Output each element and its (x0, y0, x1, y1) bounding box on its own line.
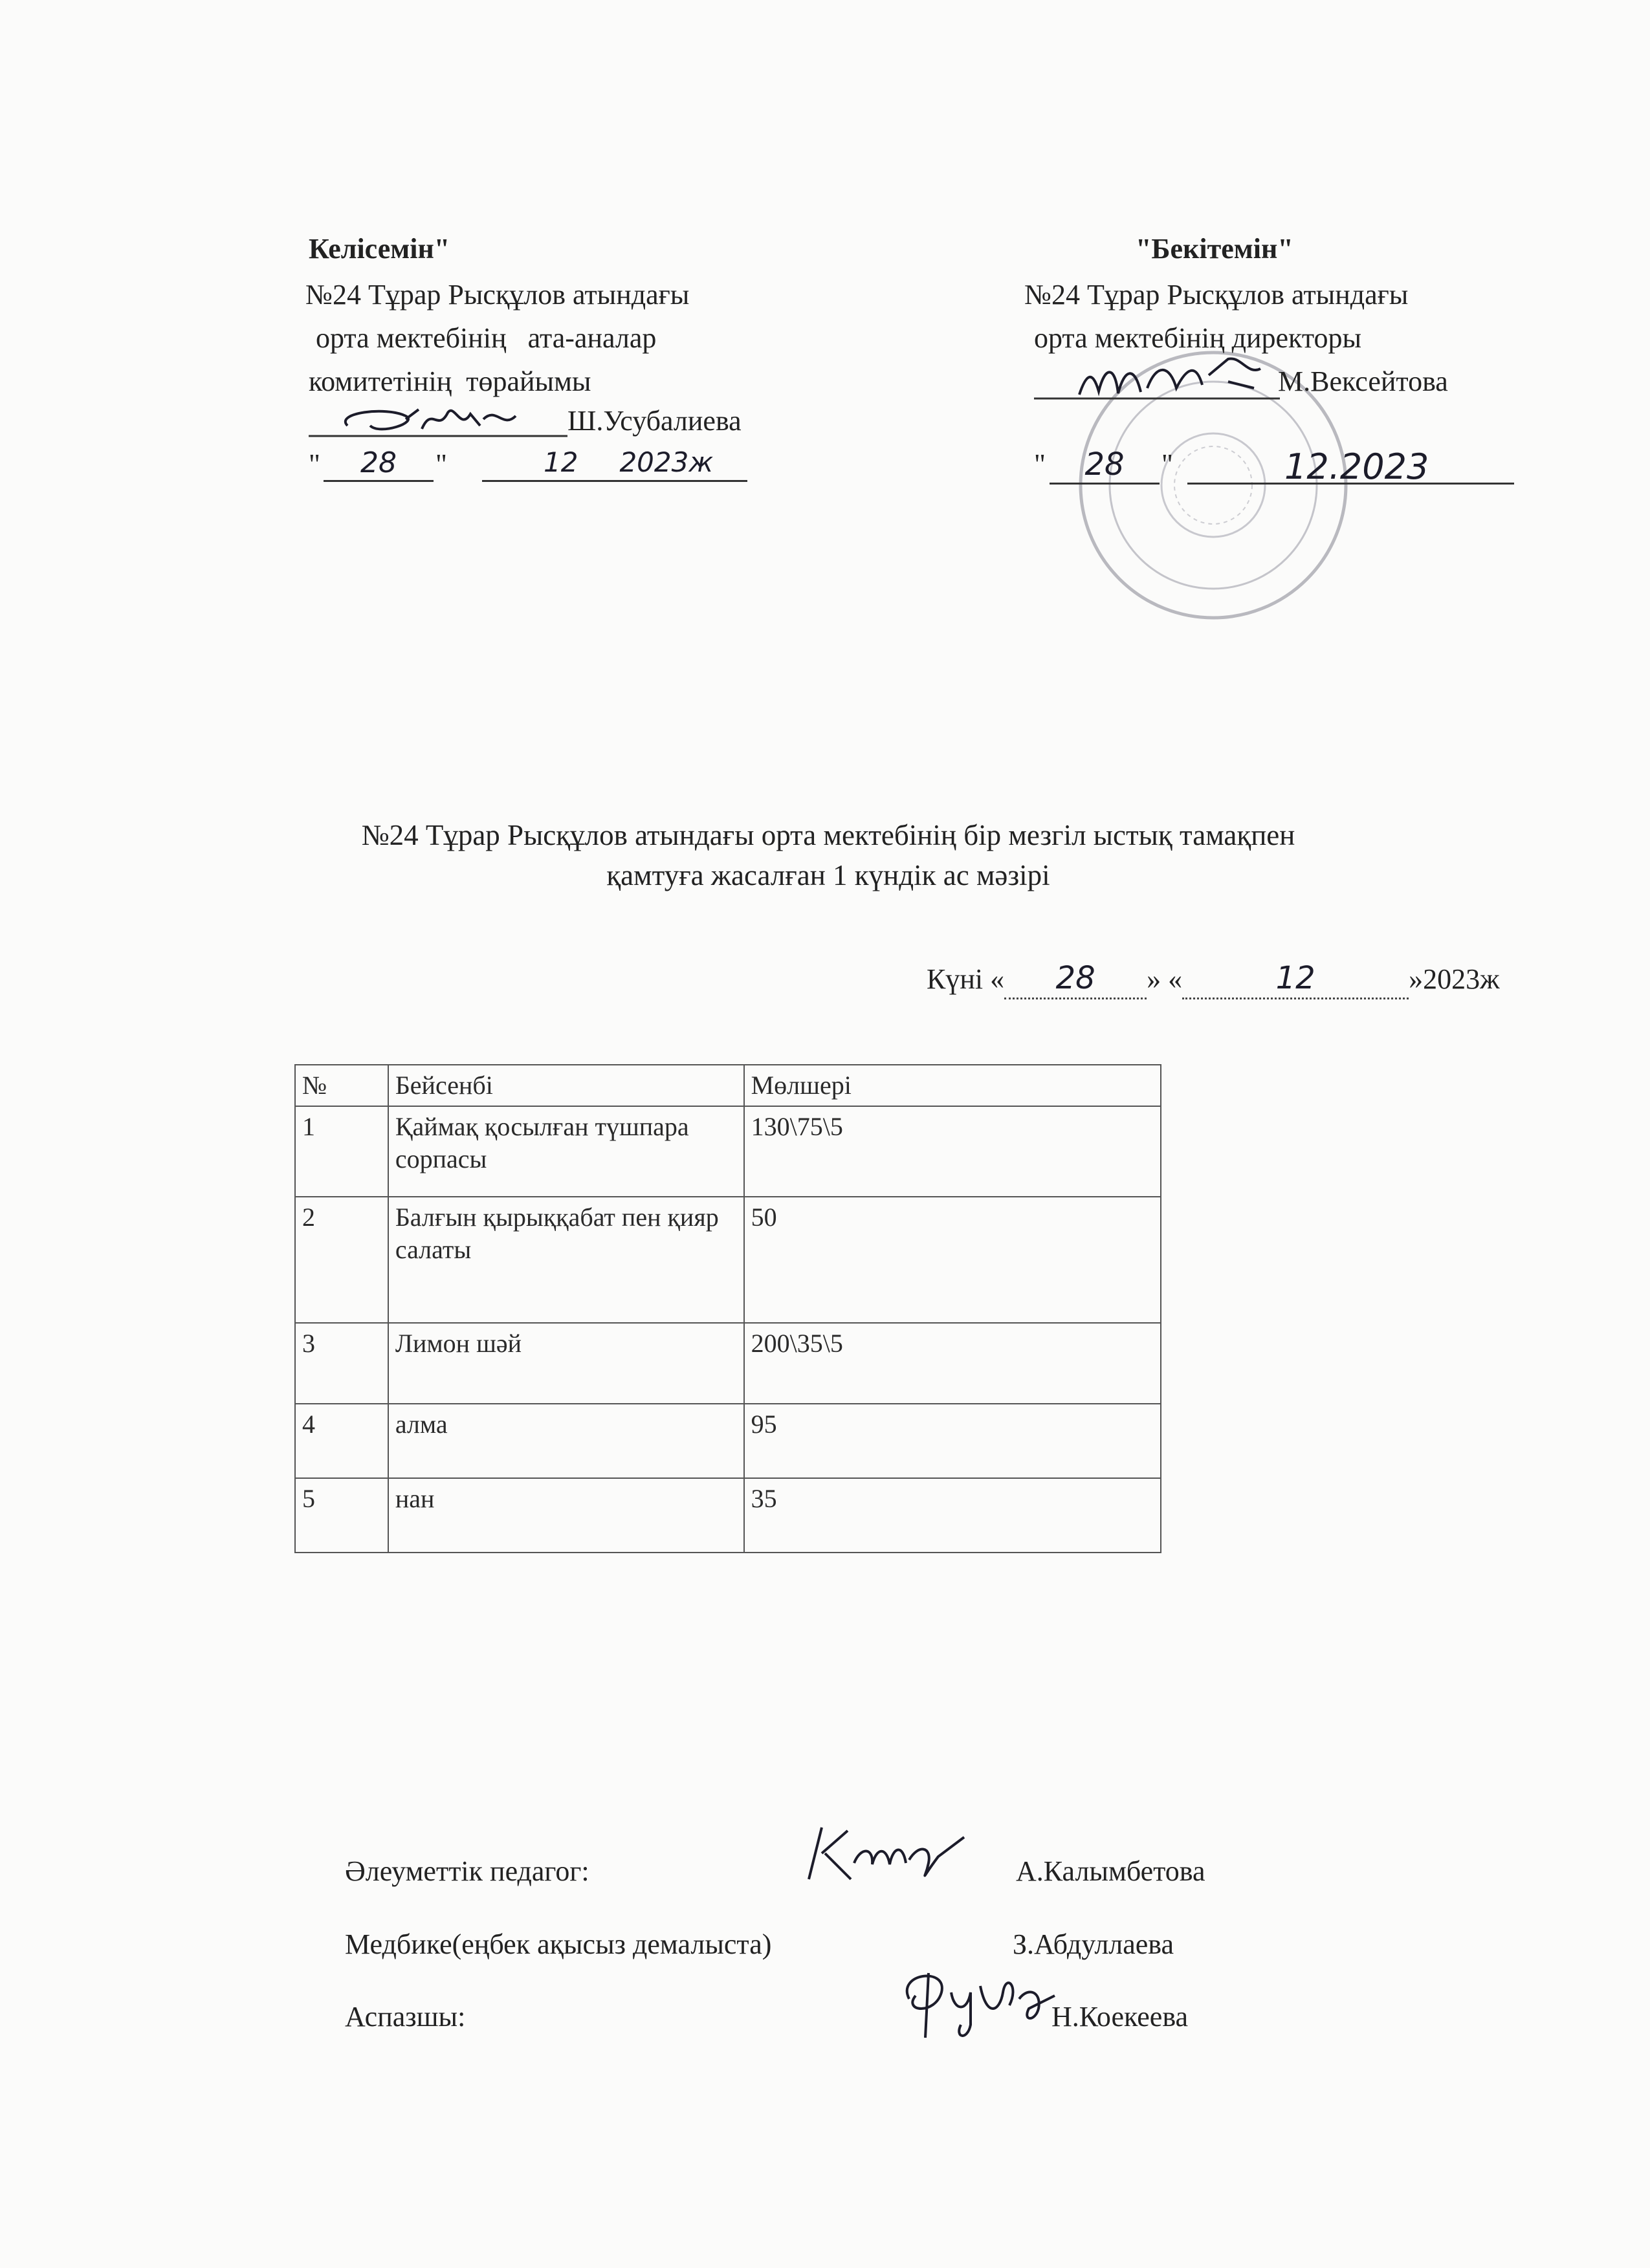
row-number: 4 (295, 1404, 388, 1478)
left-heading: Келісемін" (309, 233, 450, 265)
cook-signature (890, 1960, 1064, 2044)
right-date-day: 28 (1084, 446, 1125, 483)
menu-date-line (912, 924, 1500, 999)
menu-date-month-field (1182, 960, 1409, 999)
menu-table (294, 1064, 1161, 1553)
left-date-month: 12 (544, 446, 578, 478)
left-signature-line (309, 400, 567, 437)
row-dish: Балғын қырыққабат пен қияр салаты (388, 1197, 744, 1323)
signer-name: Н.Коекеева (1051, 2001, 1189, 2033)
right-date-month-year-field (1187, 446, 1514, 485)
left-date-close-quote: " (435, 448, 447, 480)
social-pedagogue-signature (796, 1818, 971, 1889)
left-signature-image (309, 400, 567, 439)
left-date-day-field (324, 446, 434, 482)
signer-name: А.Калымбетова (1016, 1855, 1205, 1887)
menu-date-prefix: Күні « (927, 963, 1005, 995)
right-signature-image (1034, 349, 1280, 401)
header-dish: Бейсенбі (388, 1065, 744, 1106)
table-header-row (295, 1065, 1161, 1106)
signature-role: Аспазшы: (345, 2001, 466, 2033)
table-row (295, 1197, 1161, 1323)
menu-date-month: 12 (1275, 960, 1315, 996)
table-row (295, 1478, 1161, 1553)
right-signer-name: М.Вексейтова (1278, 365, 1448, 397)
right-org-line: №24 Тұрар Рысқұлов атындағы (1024, 279, 1409, 311)
menu-date-mid: » « (1147, 963, 1183, 995)
row-dish: алма (388, 1404, 744, 1478)
row-number: 1 (295, 1106, 388, 1197)
row-amount: 200\35\5 (744, 1323, 1161, 1404)
table-row (295, 1323, 1161, 1404)
left-signer-name: Ш.Усубалиева (567, 405, 742, 437)
left-date-year: 2023ж (619, 446, 714, 478)
signature-role: Медбике(еңбек ақысыз демалыста) (345, 1928, 772, 1960)
row-dish: нан (388, 1478, 744, 1553)
table-row (295, 1106, 1161, 1197)
row-dish: Қаймақ қосылған түшпара сорпасы (388, 1106, 744, 1197)
right-signature-line (1034, 349, 1280, 401)
row-number: 5 (295, 1478, 388, 1553)
left-org-line-3: комитетінің төрайымы (309, 365, 591, 397)
row-number: 2 (295, 1197, 388, 1323)
signer-name: З.Абдуллаева (1013, 1928, 1174, 1960)
left-date-open-quote: " (309, 448, 320, 480)
right-date-day-field (1050, 446, 1160, 485)
right-date-open-quote: " (1034, 448, 1046, 480)
right-org-line-2: орта мектебінің директоры (1034, 322, 1362, 354)
menu-date-day: 28 (1055, 960, 1095, 996)
menu-date-day-field (1004, 960, 1147, 999)
title-line-1: №24 Тұрар Рысқұлов атындағы орта мектебінің бір мезгіл ыстық тамақпен (361, 819, 1295, 851)
row-amount: 95 (744, 1404, 1161, 1478)
table-row (295, 1404, 1161, 1478)
right-date-month-year: 12.2023 (1284, 446, 1429, 487)
left-date-month-year-field (482, 446, 747, 482)
row-amount: 50 (744, 1197, 1161, 1323)
header-number: № (295, 1065, 388, 1106)
document-title (214, 815, 1443, 895)
left-org-line-2: орта мектебінің ата-аналар (309, 322, 657, 354)
handwritten-signature-image (890, 1960, 1064, 2044)
left-date-day: 28 (360, 446, 397, 479)
right-heading: "Бекітемін" (1136, 233, 1293, 265)
signature-role: Әлеуметтік педагог: (345, 1855, 589, 1887)
row-amount: 130\75\5 (744, 1106, 1161, 1197)
handwritten-signature-image (796, 1818, 971, 1889)
right-date-close-quote: " (1161, 448, 1173, 480)
title-line-2: қамтуға жасалған 1 күндік ас мәзірі (606, 859, 1050, 891)
header-amount: Мөлшері (744, 1065, 1161, 1106)
left-org-line: №24 Тұрар Рысқұлов атындағы (305, 279, 690, 311)
row-number: 3 (295, 1323, 388, 1404)
row-amount: 35 (744, 1478, 1161, 1553)
menu-date-suffix: »2023ж (1409, 963, 1500, 995)
row-dish: Лимон шәй (388, 1323, 744, 1404)
